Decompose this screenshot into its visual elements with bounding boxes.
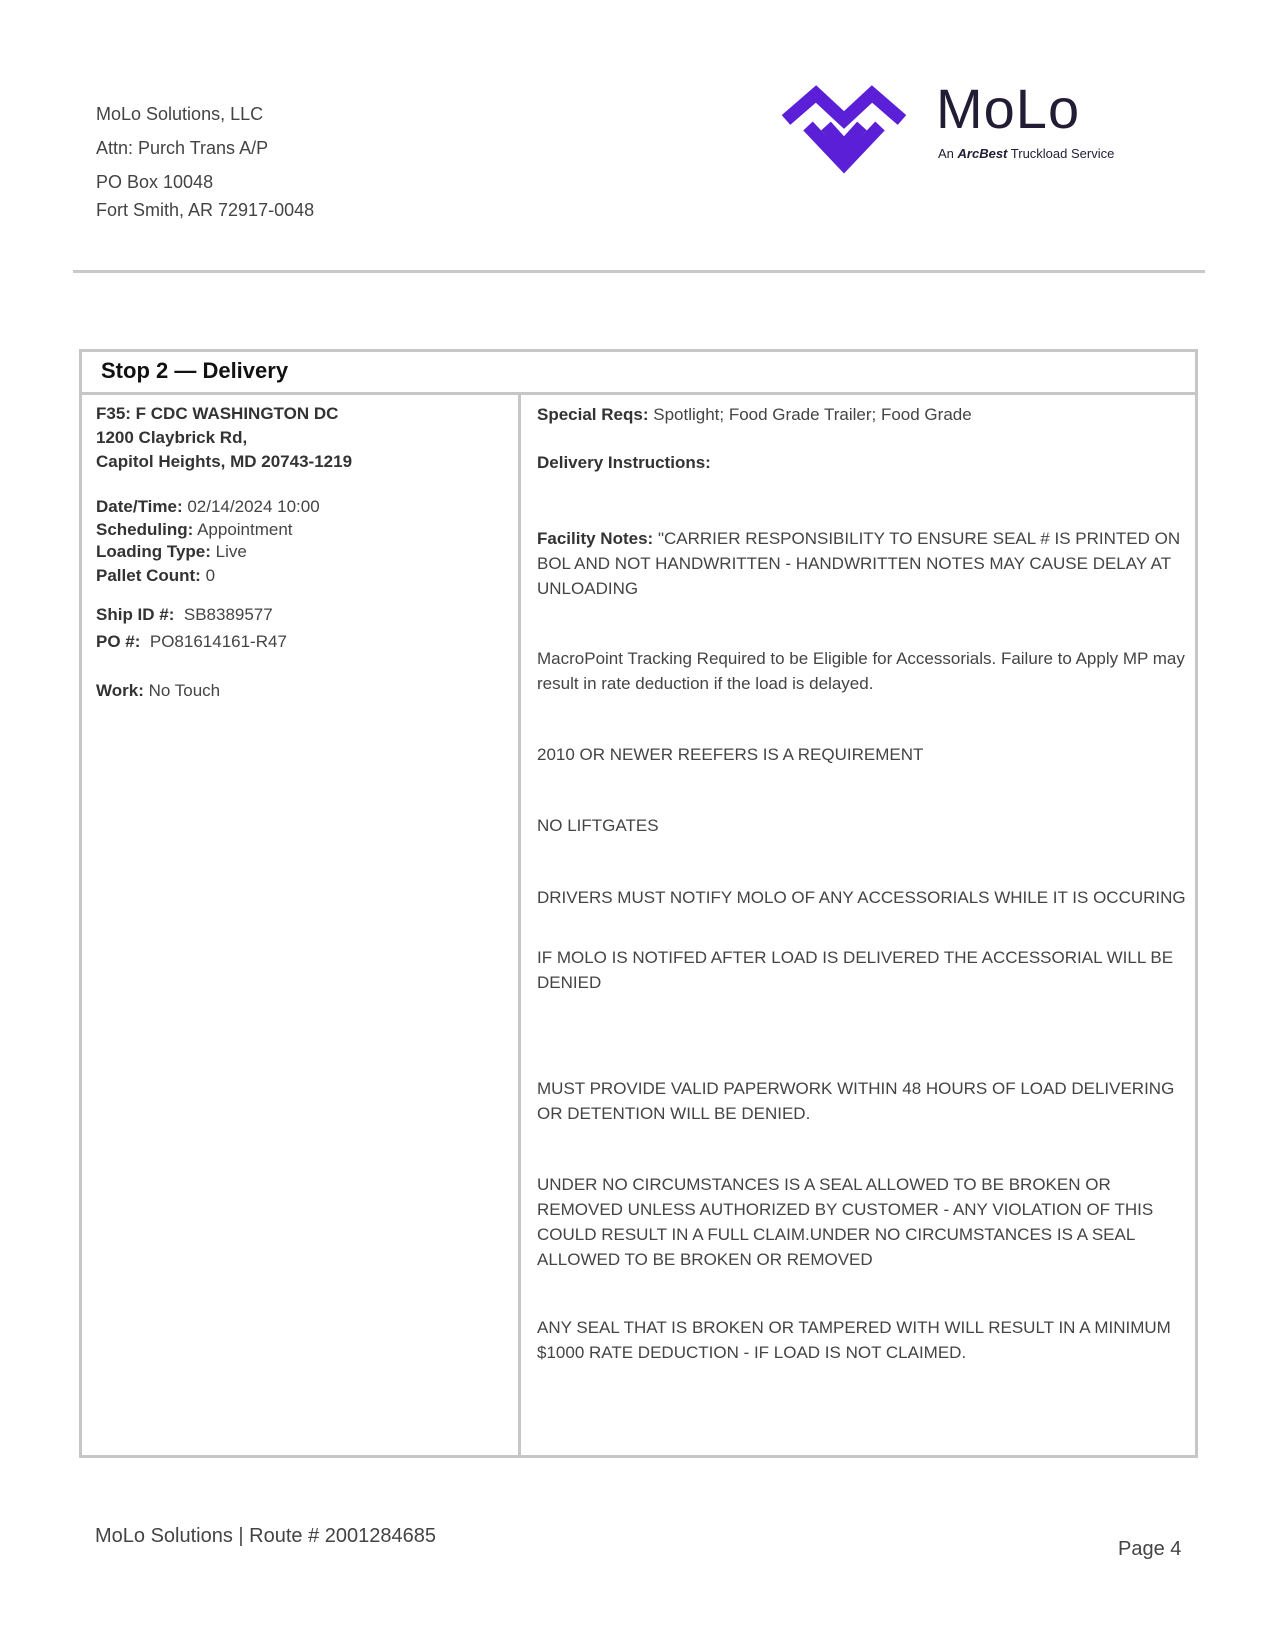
delivery-instructions-label: Delivery Instructions: bbox=[537, 453, 711, 472]
loading-type-row: Loading Type: Live bbox=[96, 542, 247, 561]
note-reefers: 2010 OR NEWER REEFERS IS A REQUIREMENT bbox=[537, 745, 924, 764]
footer-route: MoLo Solutions | Route # 2001284685 bbox=[95, 1525, 437, 1547]
logo-tagline: An ArcBest Truckload Service bbox=[938, 146, 1115, 161]
logo-wordmark: MoLo bbox=[936, 77, 1081, 140]
stop-header bbox=[82, 352, 1195, 395]
stop-title: Stop 2 — Delivery bbox=[101, 358, 289, 383]
note-liftgates: NO LIFTGATES bbox=[537, 816, 659, 835]
address-line-2: Attn: Purch Trans A/P bbox=[96, 138, 269, 158]
note-seal-broken: UNDER NO CIRCUMSTANCES IS A SEAL ALLOWED TO BE BROKEN OR REMOVED UNLESS AUTHORIZED BY CUSTOMER - ANY VIOLATION OF THIS COULD RESULT IN A FULL CLAIM.UNDER NO CIRCUMSTANCES IS A SEAL ALLOWED TO BE BROKEN OR REMOVED bbox=[537, 1175, 1154, 1269]
note-paperwork: MUST PROVIDE VALID PAPERWORK WITHIN 48 HOURS OF LOAD DELIVERING OR DETENTION WILL BE DENIED. bbox=[537, 1079, 1175, 1123]
note-accessorials-denied: IF MOLO IS NOTIFED AFTER LOAD IS DELIVERED THE ACCESSORIAL WILL BE DENIED bbox=[537, 948, 1174, 992]
work-row: Work: No Touch bbox=[96, 681, 221, 700]
page-number: Page 4 bbox=[1118, 1538, 1182, 1560]
datetime-row: Date/Time: 02/14/2024 10:00 bbox=[96, 497, 320, 516]
facility-name: F35: F CDC WASHINGTON DC bbox=[96, 404, 339, 423]
po-row: PO #: PO81614161-R47 bbox=[96, 632, 287, 651]
facility-city: Capitol Heights, MD 20743-1219 bbox=[96, 452, 353, 471]
molo-logo bbox=[778, 77, 1158, 176]
header-divider bbox=[73, 270, 1205, 273]
note-seal-deduction: ANY SEAL THAT IS BROKEN OR TAMPERED WITH WILL RESULT IN A MINIMUM $1000 RATE DEDUCTION - IF LOAD IS NOT CLAIMED. bbox=[537, 1318, 1171, 1362]
ship-id-row: Ship ID #: SB8389577 bbox=[96, 605, 273, 624]
special-reqs: Special Reqs: Spotlight; Food Grade Trailer; Food Grade bbox=[537, 405, 972, 424]
column-separator bbox=[518, 395, 521, 1455]
address-line-1: MoLo Solutions, LLC bbox=[96, 104, 264, 124]
address-line-3: PO Box 10048 bbox=[96, 172, 214, 192]
stop-box bbox=[79, 349, 1198, 1458]
note-macropoint: MacroPoint Tracking Required to be Eligible for Accessorials. Failure to Apply MP may result in rate deduction if the load is delayed. bbox=[537, 649, 1185, 693]
facility-street: 1200 Claybrick Rd, bbox=[96, 428, 248, 447]
address-line-4: Fort Smith, AR 72917-0048 bbox=[96, 200, 315, 220]
pallet-count-row: Pallet Count: 0 bbox=[96, 566, 216, 585]
molo-chevron-icon bbox=[778, 84, 912, 176]
facility-notes: Facility Notes: "CARRIER RESPONSIBILITY TO ENSURE SEAL # IS PRINTED ON BOL AND NOT HANDWRITTEN - HANDWRITTEN NOTES MAY CAUSE DELAY AT UNLOADING bbox=[537, 529, 1181, 598]
scheduling-row: Scheduling: Appointment bbox=[96, 520, 293, 539]
note-accessorials-notify: DRIVERS MUST NOTIFY MOLO OF ANY ACCESSORIALS WHILE IT IS OCCURING bbox=[537, 888, 1186, 907]
